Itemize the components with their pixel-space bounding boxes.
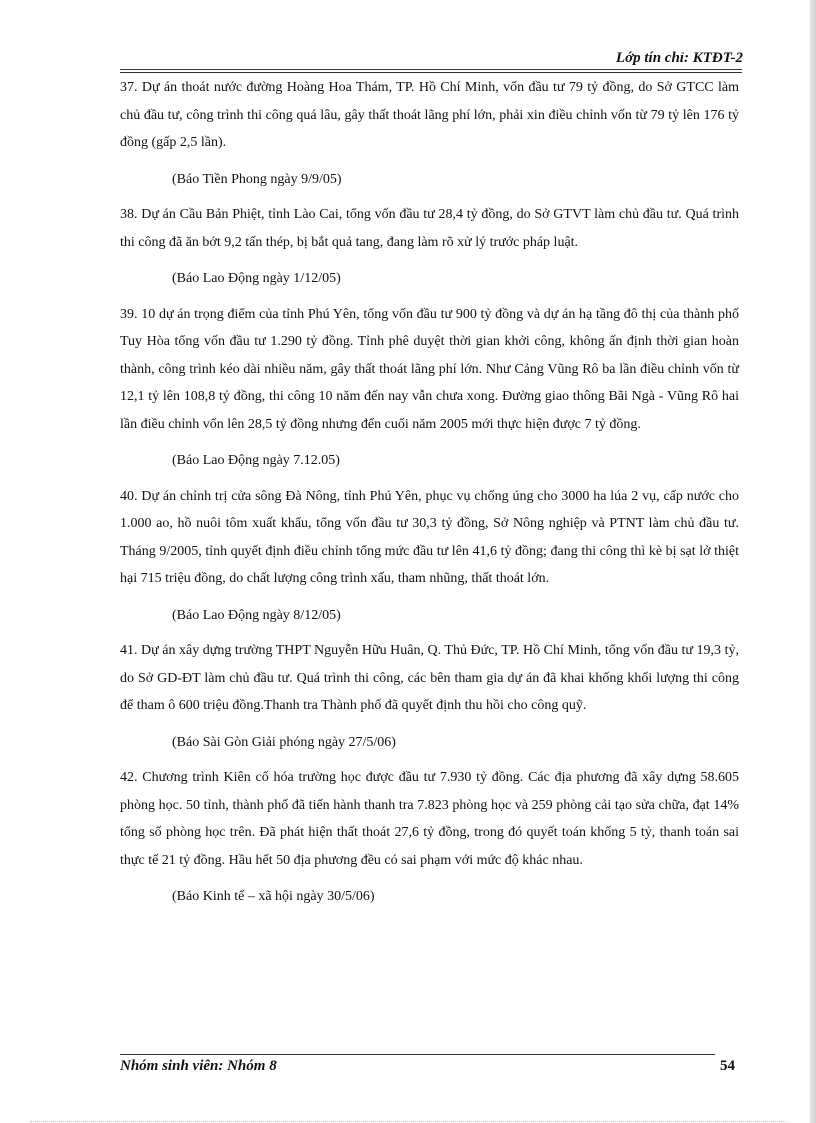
header-title: Lớp tín chỉ: KTĐT-2 bbox=[615, 50, 743, 66]
source-citation-41: (Báo Sài Gòn Giải phóng ngày 27/5/06) bbox=[172, 734, 396, 750]
source-citation-37: (Báo Tiền Phong ngày 9/9/05) bbox=[172, 171, 342, 187]
list-item-39: 39. 10 dự án trọng điểm của tỉnh Phú Yên, tổng vốn đầu tư 900 tỷ đồng và dự án hạ tầng đô thị của thành phố Tuy Hòa tổng vốn đầu tư 1.290 tỷ đồng. Tỉnh phê duyệt thời gian khởi công, không ấn định thời gian hoàn thành, công trình kéo dài nhiều năm, gây thất thoát lãng phí lớn. Như Cảng Vũng Rô ba lần điều chỉnh vốn từ 12,1 tỷ lên 108,8 tỷ đồng, thi công 10 năm đến nay vẫn chưa xong. Đường giao thông Bãi Ngà - Vũng Rô hai lần điều chỉnh vốn lên 28,5 tỷ đồng nhưng đến cuối năm 2005 mới thực hiện được 7 tỷ đồng. bbox=[120, 306, 739, 432]
list-item-38: 38. Dự án Cầu Bản Phiệt, tỉnh Lào Cai, tổng vốn đầu tư 28,4 tỷ đồng, do Sở GTVT làm chủ đầu tư. Quá trình thi công đã ăn bớt 9,2 tấn thép, bị bắt quả tang, đang làm rõ xử lý trước pháp luật. bbox=[120, 207, 739, 250]
page-edge-shadow bbox=[810, 0, 816, 1123]
header-rule-double bbox=[120, 72, 742, 73]
list-item-41: 41. Dự án xây dựng trường THPT Nguyễn Hữu Huân, Q. Thủ Đức, TP. Hồ Chí Minh, tổng vốn đầu tư 19,3 tỷ, do Sở GD-ĐT làm chủ đầu tư. Quá trình thi công, các bên tham gia dự án đã khai khống khối lượng thi công để tham ô 600 triệu đồng.Thanh tra Thành phố đã quyết định thu hồi cho công quỹ. bbox=[120, 643, 739, 713]
page-break-line bbox=[30, 1121, 786, 1122]
list-item-42: 42. Chương trình Kiên cố hóa trường học được đầu tư 7.930 tỷ đồng. Các địa phương đã xây dựng 58.605 phòng học. 50 tỉnh, thành phố đã tiến hành thanh tra 7.823 phòng học và 259 phòng cải tạo sửa chữa, đạt 14% tổng số phòng học trên. Đã phát hiện thất thoát 27,6 tỷ đồng, trong đó quyết toán khống 5 tỷ, thanh toán sai thực tế 21 tỷ đồng. Hầu hết 50 địa phương đều có sai phạm với mức độ khác nhau. bbox=[120, 770, 739, 868]
source-citation-39: (Báo Lao Động ngày 7.12.05) bbox=[172, 453, 340, 468]
document-body bbox=[120, 74, 739, 911]
page-number: 54 bbox=[720, 1058, 735, 1074]
list-item-40: 40. Dự án chỉnh trị cửa sông Đà Nông, tỉnh Phú Yên, phục vụ chống úng cho 3000 ha lúa 2 vụ, cấp nước cho 1.000 ao, hồ nuôi tôm xuất khẩu, tổng vốn đầu tư 30,3 tỷ đồng, Sở Nông nghiệp và PTNT làm chủ đầu tư. Tháng 9/2005, tỉnh quyết định điều chỉnh tổng mức đầu tư lên 41,6 tỷ đồng; đang thi công thì kè bị sạt lở thiệt hại 715 triệu đồng, do chất lượng công trình xấu, tham nhũng, thất thoát lớn. bbox=[120, 488, 739, 586]
header-rule bbox=[120, 69, 742, 70]
source-citation-40: (Báo Lao Động ngày 8/12/05) bbox=[172, 607, 341, 623]
source-citation-38: (Báo Lao Động ngày 1/12/05) bbox=[172, 271, 341, 286]
footer-group-label: Nhóm sinh viên: Nhóm 8 bbox=[120, 1058, 277, 1074]
footer-rule bbox=[120, 1054, 715, 1055]
source-citation-42: (Báo Kinh tế – xã hội ngày 30/5/06) bbox=[172, 889, 375, 904]
list-item-37: 37. Dự án thoát nước đường Hoàng Hoa Thám, TP. Hồ Chí Minh, vốn đầu tư 79 tỷ đồng, do Sở GTCC làm chủ đầu tư, công trình thi công quá lâu, gây thất thoát lãng phí lớn, phải xin điều chỉnh vốn từ 79 tỷ lên 176 tỷ đồng (gấp 2,5 lần). bbox=[120, 80, 739, 150]
